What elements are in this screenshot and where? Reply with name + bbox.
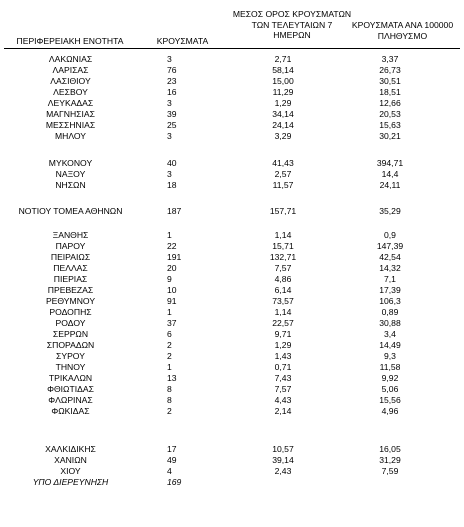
per-100k-cell: 4,96 xyxy=(381,406,399,416)
per-100k-cell: 14,4 xyxy=(381,169,399,179)
region-cell: ΦΘΙΩΤΙΔΑΣ xyxy=(47,384,94,394)
region-cell: ΛΑΣΙΘΙΟΥ xyxy=(50,76,91,86)
region-cell: ΠΙΕΡΙΑΣ xyxy=(53,274,88,284)
header-average-line-2: ΤΩΝ ΤΕΛΕΥΤΑΙΩΝ 7 xyxy=(251,19,333,30)
table-row xyxy=(0,285,464,296)
average-7-days-cell: 58,14 xyxy=(272,65,294,75)
region-cell: ΧΑΛΚΙΔΙΚΗΣ xyxy=(45,444,96,454)
average-7-days-cell: 6,14 xyxy=(274,285,292,295)
cases-cell: 10 xyxy=(167,285,177,295)
region-cell: ΦΩΚΙΔΑΣ xyxy=(51,406,90,416)
table-row xyxy=(0,109,464,120)
cases-cell: 16 xyxy=(167,87,177,97)
per-100k-cell: 24,11 xyxy=(379,180,401,190)
average-7-days-cell: 3,29 xyxy=(274,131,292,141)
table-row xyxy=(0,274,464,285)
region-cell: ΛΑΡΙΣΑΣ xyxy=(52,65,89,75)
cases-cell: 2 xyxy=(167,351,172,361)
cases-cell: 1 xyxy=(167,362,172,372)
cases-cell: 2 xyxy=(167,340,172,350)
table-row xyxy=(0,296,464,307)
region-cell: ΧΙΟΥ xyxy=(60,466,81,476)
average-7-days-cell: 4,43 xyxy=(274,395,292,405)
cases-cell: 169 xyxy=(167,477,182,487)
cases-cell: 6 xyxy=(167,329,172,339)
per-100k-cell: 15,63 xyxy=(379,120,401,130)
region-cell: ΜΗΛΟΥ xyxy=(54,131,87,141)
region-cell: ΠΕΛΛΑΣ xyxy=(53,263,88,273)
table-row xyxy=(0,87,464,98)
header-region: ΠΕΡΙΦΕΡΕΙΑΚΗ ΕΝΟΤΗΤΑ xyxy=(16,36,124,46)
cases-cell: 23 xyxy=(167,76,177,86)
table-row xyxy=(0,263,464,274)
region-cell: ΣΕΡΡΩΝ xyxy=(52,329,89,339)
table-row xyxy=(0,158,464,169)
average-7-days-cell: 41,43 xyxy=(272,158,294,168)
region-cell: ΤΡΙΚΑΛΩΝ xyxy=(48,373,93,383)
cases-cell: 18 xyxy=(167,180,177,190)
average-7-days-cell: 9,71 xyxy=(274,329,292,339)
table-row xyxy=(0,169,464,180)
average-7-days-cell: 11,57 xyxy=(272,180,294,190)
table-row xyxy=(0,241,464,252)
header-average-line-1: ΜΕΣΟΣ ΟΡΟΣ ΚΡΟΥΣΜΑΤΩΝ xyxy=(232,9,352,19)
cases-cell: 8 xyxy=(167,395,172,405)
table-row xyxy=(0,444,464,455)
per-100k-cell: 9,3 xyxy=(384,351,396,361)
table-row xyxy=(0,340,464,351)
region-cell: ΜΑΓΝΗΣΙΑΣ xyxy=(46,109,95,119)
cases-cell: 20 xyxy=(167,263,177,273)
per-100k-cell: 14,49 xyxy=(379,340,401,350)
table-row xyxy=(0,307,464,318)
table-row xyxy=(0,76,464,87)
region-cell: ΛΕΥΚΑΔΑΣ xyxy=(47,98,94,108)
average-7-days-cell: 11,29 xyxy=(272,87,294,97)
region-cell: ΣΥΡΟΥ xyxy=(56,351,85,361)
cases-cell: 191 xyxy=(167,252,182,262)
average-7-days-cell: 1,29 xyxy=(274,340,292,350)
table-row xyxy=(0,373,464,384)
per-100k-cell: 12,66 xyxy=(379,98,401,108)
header-cases: ΚΡΟΥΣΜΑΤΑ xyxy=(156,36,209,46)
table-row xyxy=(0,318,464,329)
per-100k-cell: 15,56 xyxy=(379,395,401,405)
region-cell: ΡΟΔΟΠΗΣ xyxy=(49,307,92,317)
per-100k-cell: 31,29 xyxy=(379,455,401,465)
cases-cell: 3 xyxy=(167,54,172,64)
per-100k-cell: 7,59 xyxy=(381,466,399,476)
per-100k-cell: 0,89 xyxy=(381,307,399,317)
cases-cell: 22 xyxy=(167,241,177,251)
per-100k-cell: 0,9 xyxy=(384,230,396,240)
per-100k-cell: 26,73 xyxy=(379,65,401,75)
average-7-days-cell: 132,71 xyxy=(269,252,297,262)
header-average-7-days xyxy=(222,9,362,41)
table-row xyxy=(0,120,464,131)
region-cell: ΜΕΣΣΗΝΙΑΣ xyxy=(45,120,96,130)
average-7-days-cell: 2,43 xyxy=(274,466,292,476)
table-row xyxy=(0,395,464,406)
cases-cell: 1 xyxy=(167,307,172,317)
region-cell: ΝΗΣΩΝ xyxy=(55,180,86,190)
per-100k-cell: 30,88 xyxy=(379,318,401,328)
per-100k-cell: 9,92 xyxy=(381,373,399,383)
cases-cell: 91 xyxy=(167,296,177,306)
cases-cell: 1 xyxy=(167,230,172,240)
per-100k-cell: 14,32 xyxy=(379,263,401,273)
cases-cell: 17 xyxy=(167,444,177,454)
per-100k-cell: 147,39 xyxy=(376,241,404,251)
region-cell: ΜΥΚΟΝΟΥ xyxy=(48,158,93,168)
per-100k-cell: 3,4 xyxy=(384,329,396,339)
per-100k-cell: 17,39 xyxy=(379,285,401,295)
region-cell: ΡΕΘΥΜΝΟΥ xyxy=(45,296,96,306)
table-row xyxy=(0,384,464,395)
cases-cell: 25 xyxy=(167,120,177,130)
cases-cell: 2 xyxy=(167,406,172,416)
per-100k-cell: 394,71 xyxy=(376,158,404,168)
average-7-days-cell: 34,14 xyxy=(272,109,294,119)
region-cell: ΠΑΡΟΥ xyxy=(55,241,86,251)
average-7-days-cell: 15,00 xyxy=(272,76,294,86)
per-100k-cell: 18,51 xyxy=(379,87,401,97)
region-cell: ΠΡΕΒΕΖΑΣ xyxy=(47,285,94,295)
cases-cell: 40 xyxy=(167,158,177,168)
per-100k-cell: 20,53 xyxy=(379,109,401,119)
cases-cell: 39 xyxy=(167,109,177,119)
table-row xyxy=(0,455,464,466)
header-average-line-3: ΗΜΕΡΩΝ xyxy=(273,30,311,40)
cases-cell: 3 xyxy=(167,98,172,108)
table-row xyxy=(0,466,464,477)
header-per-100k xyxy=(345,20,460,41)
average-7-days-cell: 2,14 xyxy=(274,406,292,416)
per-100k-cell: 3,37 xyxy=(381,54,399,64)
header-divider xyxy=(4,48,460,49)
table-row xyxy=(0,206,464,217)
cases-cell: 76 xyxy=(167,65,177,75)
table-row xyxy=(0,98,464,109)
table-row xyxy=(0,329,464,340)
header-per-100k-line-1: ΚΡΟΥΣΜΑΤΑ ΑΝΑ 100000 xyxy=(351,20,454,30)
average-7-days-cell: 7,57 xyxy=(274,263,292,273)
table-row xyxy=(0,252,464,263)
average-7-days-cell: 157,71 xyxy=(269,206,297,216)
region-cell: ΥΠΟ ΔΙΕΡΕΥΝΗΣΗ xyxy=(32,477,109,487)
table-row xyxy=(0,54,464,65)
cases-cell: 9 xyxy=(167,274,172,284)
average-7-days-cell: 4,86 xyxy=(274,274,292,284)
average-7-days-cell: 22,57 xyxy=(272,318,294,328)
per-100k-cell: 106,3 xyxy=(379,296,401,306)
region-cell: ΝΑΞΟΥ xyxy=(55,169,86,179)
average-7-days-cell: 2,57 xyxy=(274,169,292,179)
cases-cell: 37 xyxy=(167,318,177,328)
table-row xyxy=(0,131,464,142)
cases-cell: 49 xyxy=(167,455,177,465)
average-7-days-cell: 10,57 xyxy=(272,444,294,454)
cases-cell: 8 xyxy=(167,384,172,394)
cases-cell: 3 xyxy=(167,131,172,141)
region-cell: ΛΕΣΒΟΥ xyxy=(53,87,88,97)
average-7-days-cell: 39,14 xyxy=(272,455,294,465)
cases-cell: 3 xyxy=(167,169,172,179)
average-7-days-cell: 0,71 xyxy=(274,362,292,372)
region-cell: ΡΟΔΟΥ xyxy=(55,318,86,328)
region-cell: ΦΛΩΡΙΝΑΣ xyxy=(48,395,93,405)
per-100k-cell: 16,05 xyxy=(379,444,401,454)
table-row xyxy=(0,406,464,417)
average-7-days-cell: 2,71 xyxy=(274,54,292,64)
per-100k-cell: 35,29 xyxy=(379,206,401,216)
table-row xyxy=(0,477,464,488)
per-100k-cell: 11,58 xyxy=(379,362,401,372)
table-row xyxy=(0,65,464,76)
average-7-days-cell: 24,14 xyxy=(272,120,294,130)
average-7-days-cell: 1,43 xyxy=(274,351,292,361)
table-row xyxy=(0,362,464,373)
average-7-days-cell: 1,29 xyxy=(274,98,292,108)
average-7-days-cell: 73,57 xyxy=(272,296,294,306)
average-7-days-cell: 15,71 xyxy=(272,241,294,251)
region-cell: ΧΑΝΙΩΝ xyxy=(54,455,87,465)
header-per-100k-line-2: ΠΛΗΘΥΣΜΟ xyxy=(377,30,428,41)
table-row xyxy=(0,351,464,362)
region-cell: ΛΑΚΩΝΙΑΣ xyxy=(48,54,93,64)
cases-cell: 13 xyxy=(167,373,177,383)
cases-cell: 187 xyxy=(167,206,182,216)
average-7-days-cell: 1,14 xyxy=(274,307,292,317)
region-cell: ΞΑΝΘΗΣ xyxy=(52,230,89,240)
per-100k-cell: 30,21 xyxy=(379,131,401,141)
region-cell: ΠΕΙΡΑΙΩΣ xyxy=(50,252,91,262)
region-cell: ΝΟΤΙΟΥ ΤΟΜΕΑ ΑΘΗΝΩΝ xyxy=(18,206,123,216)
table-row xyxy=(0,180,464,191)
average-7-days-cell: 7,43 xyxy=(274,373,292,383)
region-cell: ΣΠΟΡΑΔΩΝ xyxy=(46,340,95,350)
average-7-days-cell: 7,57 xyxy=(274,384,292,394)
per-100k-cell: 30,51 xyxy=(379,76,401,86)
average-7-days-cell: 1,14 xyxy=(274,230,292,240)
per-100k-cell: 42,54 xyxy=(379,252,401,262)
table-row xyxy=(0,230,464,241)
region-cell: ΤΗΝΟΥ xyxy=(55,362,86,372)
per-100k-cell: 5,06 xyxy=(381,384,399,394)
cases-cell: 4 xyxy=(167,466,172,476)
per-100k-cell: 7,1 xyxy=(384,274,396,284)
